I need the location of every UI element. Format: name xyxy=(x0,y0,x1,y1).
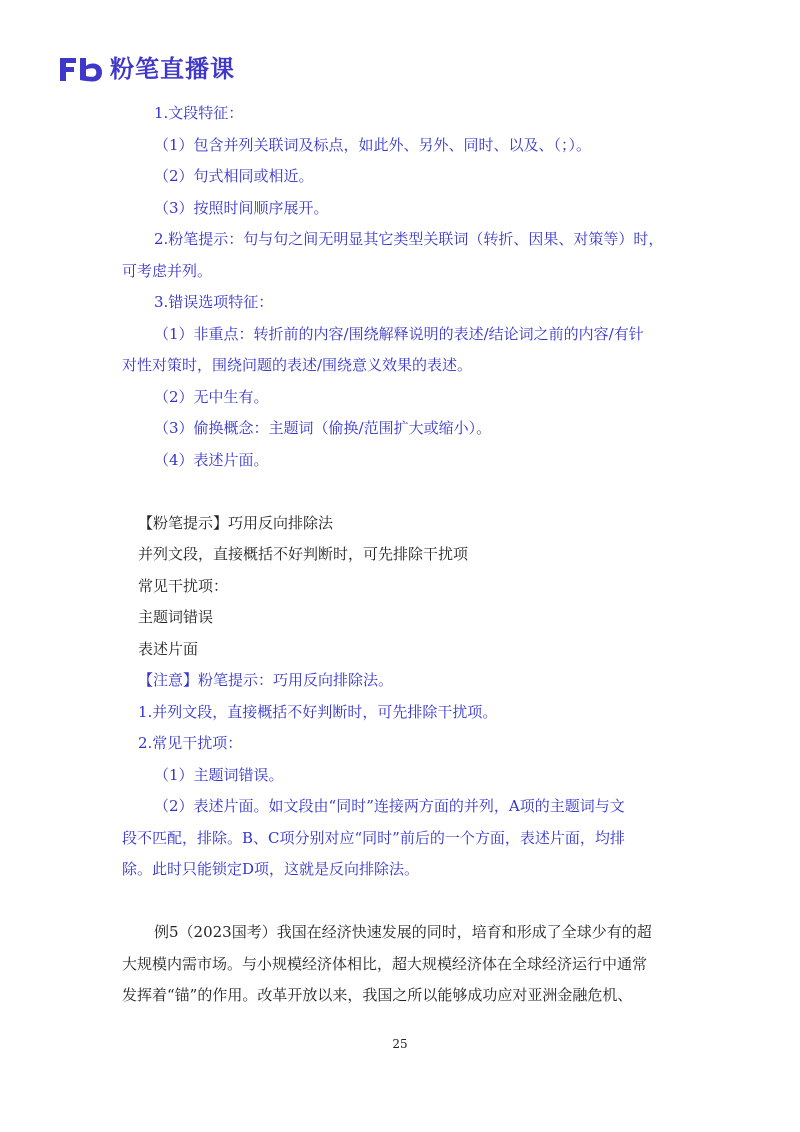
text-line: 【粉笔提示】巧用反向排除法 xyxy=(138,513,334,532)
text-line: 主题词错误 xyxy=(138,608,214,626)
text-line: 大规模内需市场。与小规模经济体相比，超大规模经济体在全球经济运行中通常 xyxy=(122,954,648,973)
page-number: 25 xyxy=(392,1037,408,1051)
text-line: 发挥着“锚”的作用。改革开放以来，我国之所以能够成功应对亚洲金融危机、 xyxy=(122,986,633,1004)
paragraph-gap xyxy=(122,886,682,918)
text-line: 1.并列文段，直接概括不好判断时，可先排除干扰项。 xyxy=(138,702,498,721)
text-line: （1）包含并列关联词及标点，如此外、另外、同时、以及、（；）。 xyxy=(154,135,592,154)
text-line: 并列文段，直接概括不好判断时，可先排除干扰项 xyxy=(138,545,469,563)
text-line: 例5（2023国考）我国在经济快速发展的同时，培育和形成了全球少有的超 xyxy=(154,923,652,941)
paragraph-gap xyxy=(122,476,682,508)
text-line: 1.文段特征： xyxy=(154,104,244,122)
text-line: （2）表述片面。如文段由“同时”连接两方面的并列，A项的主题词与文 xyxy=(154,797,625,815)
text-line: 可考虑并列。 xyxy=(122,261,213,280)
page-header xyxy=(58,52,235,86)
text-line: 表述片面 xyxy=(138,639,199,658)
text-line: （1）主题词错误。 xyxy=(154,765,284,784)
text-line: 常见干扰项： xyxy=(138,576,229,595)
text-line: 2.常见干扰项： xyxy=(138,734,243,752)
text-line: 3.错误选项特征： xyxy=(154,293,274,311)
text-line: 2.粉笔提示：句与句之间无明显其它类型关联词（转折、因果、对策等）时， xyxy=(154,230,664,248)
text-line: 对性对策时，围绕问题的表述/围绕意义效果的表述。 xyxy=(122,356,473,374)
text-line: （3）按照时间顺序展开。 xyxy=(154,198,329,217)
text-line: （4）表述片面。 xyxy=(154,450,269,469)
text-line: （2）句式相同或相近。 xyxy=(154,167,314,185)
fb-logo-icon xyxy=(58,54,104,84)
text-line: 【注意】粉笔提示：巧用反向排除法。 xyxy=(138,671,394,689)
text-line: 段不匹配，排除。B、C项分别对应“同时”前后的一个方面，表述片面，均排 xyxy=(122,828,625,847)
brand-title: 粉笔直播课 xyxy=(110,55,235,83)
text-line: （3）偷换概念：主题词（偷换/范围扩大或缩小）。 xyxy=(154,419,492,437)
document-body xyxy=(122,98,682,1012)
text-line: （2）无中生有。 xyxy=(154,387,269,406)
text-line: （1）非重点：转折前的内容/围绕解释说明的表述/结论词之前的内容/有针 xyxy=(154,324,644,343)
text-line: 除。此时只能锁定D项，这就是反向排除法。 xyxy=(122,860,420,878)
